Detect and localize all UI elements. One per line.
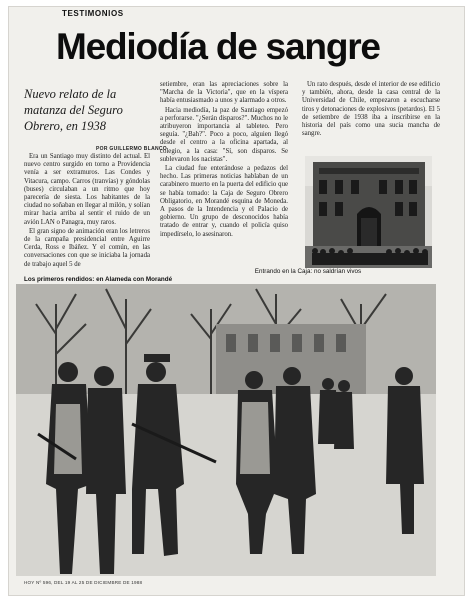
page-footer: HOY Nº 596, DEL 19 AL 25 DE DICIEMBRE DE 1988: [24, 580, 143, 585]
paragraph: Un rato después, desde el interior de ese edificio y también, ahora, desde la casa central de la Universidad de Chile, empezaron a escucharse tiros y detonaciones de explosivos (petardos). El 5 de setiembre de 1938 iba a inscribirse en la historia del país como una sucia mancha de sangre.: [302, 81, 440, 138]
subtitle: Nuevo relato de la matanza del Seguro Obrero, en 1938: [24, 87, 123, 133]
main-photo-caption: Los primeros rendidos: en Alameda con Morandé: [24, 276, 173, 283]
byline: POR GUILLERMO BLANCO: [96, 146, 167, 152]
article-column-1: [24, 153, 150, 271]
paragraph: El gran signo de animación eran los letreros de la campaña presidencial entre Aguirre Cerda, Ross e Ibáñez. Y el común, en las conversaciones con que se iniciaba la jornada de trabajo aquel 5 de: [24, 227, 150, 268]
article-column-2: [160, 81, 288, 267]
section-label: TESTIMONIOS: [62, 9, 124, 18]
street-photo: [16, 284, 436, 576]
building-photo-caption: Entrando en la Caja: no saldrían vivos: [254, 268, 362, 275]
paragraph: setiembre, eran las apreciaciones sobre la "Marcha de la Victoria", que en la víspera había entusiasmado a unos y alarmado a otros.: [160, 81, 288, 105]
headline: Mediodía de sangre: [56, 26, 380, 67]
article-column-3: [302, 81, 440, 147]
paragraph: Era un Santiago muy distinto del actual. El nuevo centro surgido en torno a Providencia venía a ser extramuros. Las Condes y Vitacura, campo. Carros (tranvías) y góndolas (buses) circulaban a un ritmo que hoy parecería de siesta. Los habitantes de la ciudad no soñaban en llegar al milón, y solían mirar hacia arriba al sentir el ruido de un avión LAN o Panagra, muy raros.: [24, 153, 150, 226]
paragraph: Hacia mediodía, la paz de Santiago empezó a perforarse. "¿Serán disparos?". Muchos no le atribuyeron importancia al tableteo. Pero seguía. "¿Bah?". Poco a poco, alguien llegó desde el centro a la oficina apartada, al colegio, a la casa: "Sí, son disparos. Se sublevaron los nacistas".: [160, 106, 288, 163]
paragraph: La ciudad fue enterándose a pedazos del hecho. Las primeras noticias hablaban de un carabinero muerto en la puerta del edificio que se había tomado: la Caja de Seguro Obrero Obligatorio, en Morandé esquina de Moneda. A pasos de la Intendencia y el Palacio de gobierno. Un grupo de desconocidos había tratado de entrar y, cuando el policía quiso impedírselo, lo asesinaron.: [160, 165, 288, 238]
building-photo: [305, 156, 432, 268]
